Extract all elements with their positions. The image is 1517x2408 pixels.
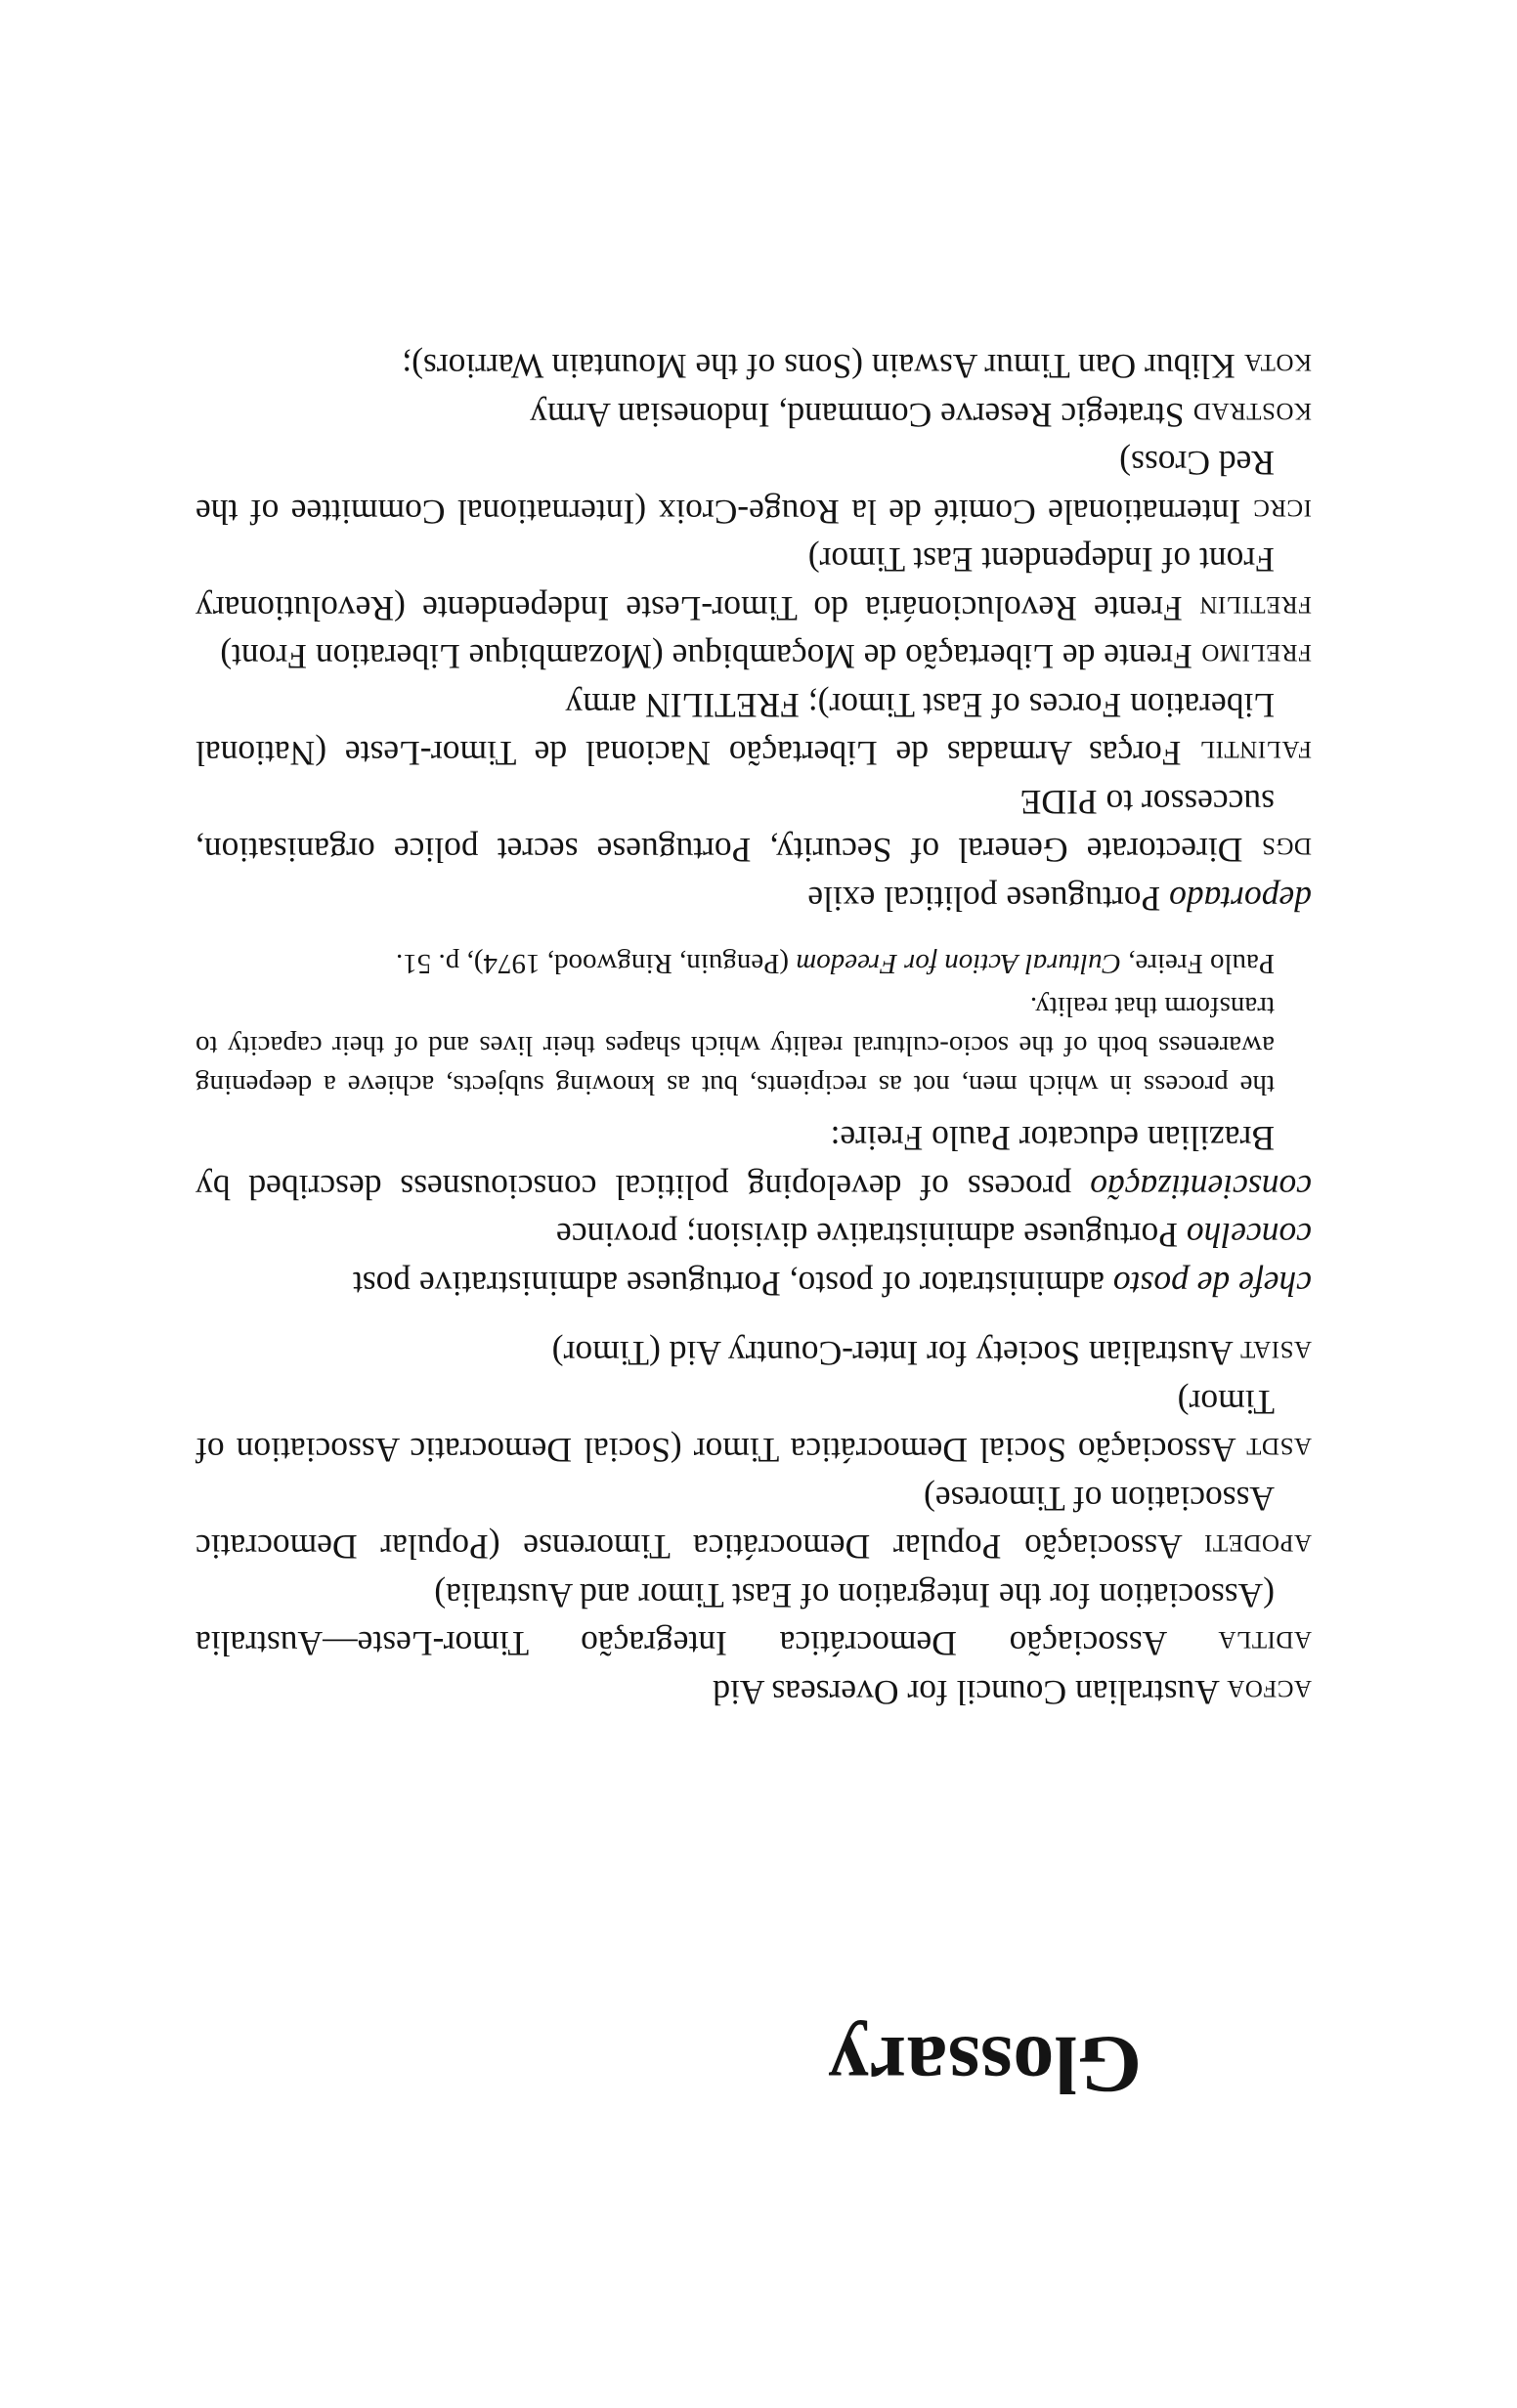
quote-text: the process in which men, not as recipients, but as knowing subjects, achieve a deepening awareness both of the socio-cultural reality which shapes their lives and of their capacity to transform that reality.	[195, 991, 1275, 1100]
glossary-entry	[195, 944, 1312, 1211]
glossary-term: falintil	[1199, 734, 1312, 774]
glossary-term: fretilin	[1198, 589, 1312, 628]
glossary-term: kota	[1243, 347, 1312, 387]
glossary-definition: Associação Popular Democrática Timorense (Popular Democratic Association of Timorese)	[195, 1480, 1275, 1568]
glossary-definition: Portuguese administrative division; province	[556, 1216, 1178, 1256]
glossary-term: kostrad	[1192, 396, 1312, 435]
glossary-definition: Strategic Reserve Command, Indonesian Army	[530, 396, 1185, 435]
glossary-definition: Associação Democrática Integração Timor-Leste—Australia (Association for the Integration of East Timor and Australia)	[195, 1576, 1275, 1664]
glossary-definition: Forças Armadas de Libertação Nacional de Timor-Leste (National Liberation Forces of East Timor); FRETILIN army	[195, 686, 1275, 774]
glossary-term: frelimo	[1200, 637, 1312, 677]
glossary-entry	[195, 391, 1312, 440]
glossary-entry	[195, 875, 1312, 924]
glossary-term: deportado	[1169, 880, 1312, 919]
freire-quote	[195, 944, 1275, 1104]
glossary-definition: Australian Society for Inter-Country Aid (Timor)	[551, 1334, 1234, 1374]
quote-source-author: Paulo Freire,	[1128, 948, 1275, 979]
glossary-entry	[195, 1329, 1312, 1378]
glossary-entry	[195, 536, 1312, 632]
quote-source	[195, 944, 1275, 983]
glossary-definition: process of developing political consciousness described by Brazilian educator Paulo Freire:	[195, 1119, 1275, 1207]
glossary-term: concelho	[1186, 1216, 1312, 1256]
glossary-definition: Frente Revolucionária do Timor-Leste Independente (Revolutionary Front of Independent East Timor)	[195, 540, 1275, 628]
glossary-entry	[195, 681, 1312, 778]
glossary-entry	[195, 342, 1312, 391]
glossary-entry	[195, 1668, 1312, 1717]
glossary-term: acfoa	[1226, 1673, 1312, 1712]
glossary-entry	[195, 1571, 1312, 1668]
quote-source-details: (Penguin, Ringwood, 1974), p. 51.	[396, 948, 789, 979]
glossary-term: apodeti	[1203, 1527, 1312, 1568]
glossary-entry	[195, 1475, 1312, 1571]
glossary-entry	[195, 632, 1312, 681]
glossary-entry	[195, 778, 1312, 875]
glossary-definition: Associação Social Democrática Timor (Social Democratic Association of Timor)	[195, 1383, 1275, 1471]
glossary-definition: Frente de Libertação de Moçambique (Mozambique Liberation Front)	[220, 637, 1192, 677]
glossary-term: icrc	[1252, 493, 1312, 532]
glossary-definition: Australian Council for Overseas Aid	[713, 1673, 1220, 1712]
glossary-term: asiat	[1239, 1334, 1312, 1374]
glossary-entry	[195, 1378, 1312, 1475]
glossary-term: conscientização	[1090, 1168, 1312, 1207]
glossary-list	[195, 342, 1312, 1716]
glossary-entry	[195, 1211, 1312, 1260]
glossary-definition: administrator of posto, Portuguese administrative post	[352, 1265, 1105, 1304]
glossary-entry	[195, 1260, 1312, 1309]
glossary-entry	[195, 439, 1312, 536]
glossary-term: aditla	[1217, 1624, 1312, 1664]
glossary-term: chefe de posto	[1112, 1265, 1312, 1304]
glossary-definition: Portuguese political exile	[807, 880, 1161, 919]
quote-source-book: Cultural Action for Freedom	[796, 948, 1121, 979]
glossary-term: asdt	[1245, 1431, 1312, 1471]
page-title: Glossary	[827, 2019, 1142, 2110]
glossary-definition: Klibur Oan Timur Aswain (Sons of the Mountain Warriors);	[402, 347, 1235, 387]
glossary-term: dgs	[1261, 831, 1312, 871]
glossary-definition: Internationale Comité de la Rouge-Croix (International Committee of the Red Cross)	[195, 444, 1275, 532]
glossary-definition: Directorate General of Security, Portuguese secret police organisation, successor to PIDE	[195, 783, 1275, 871]
